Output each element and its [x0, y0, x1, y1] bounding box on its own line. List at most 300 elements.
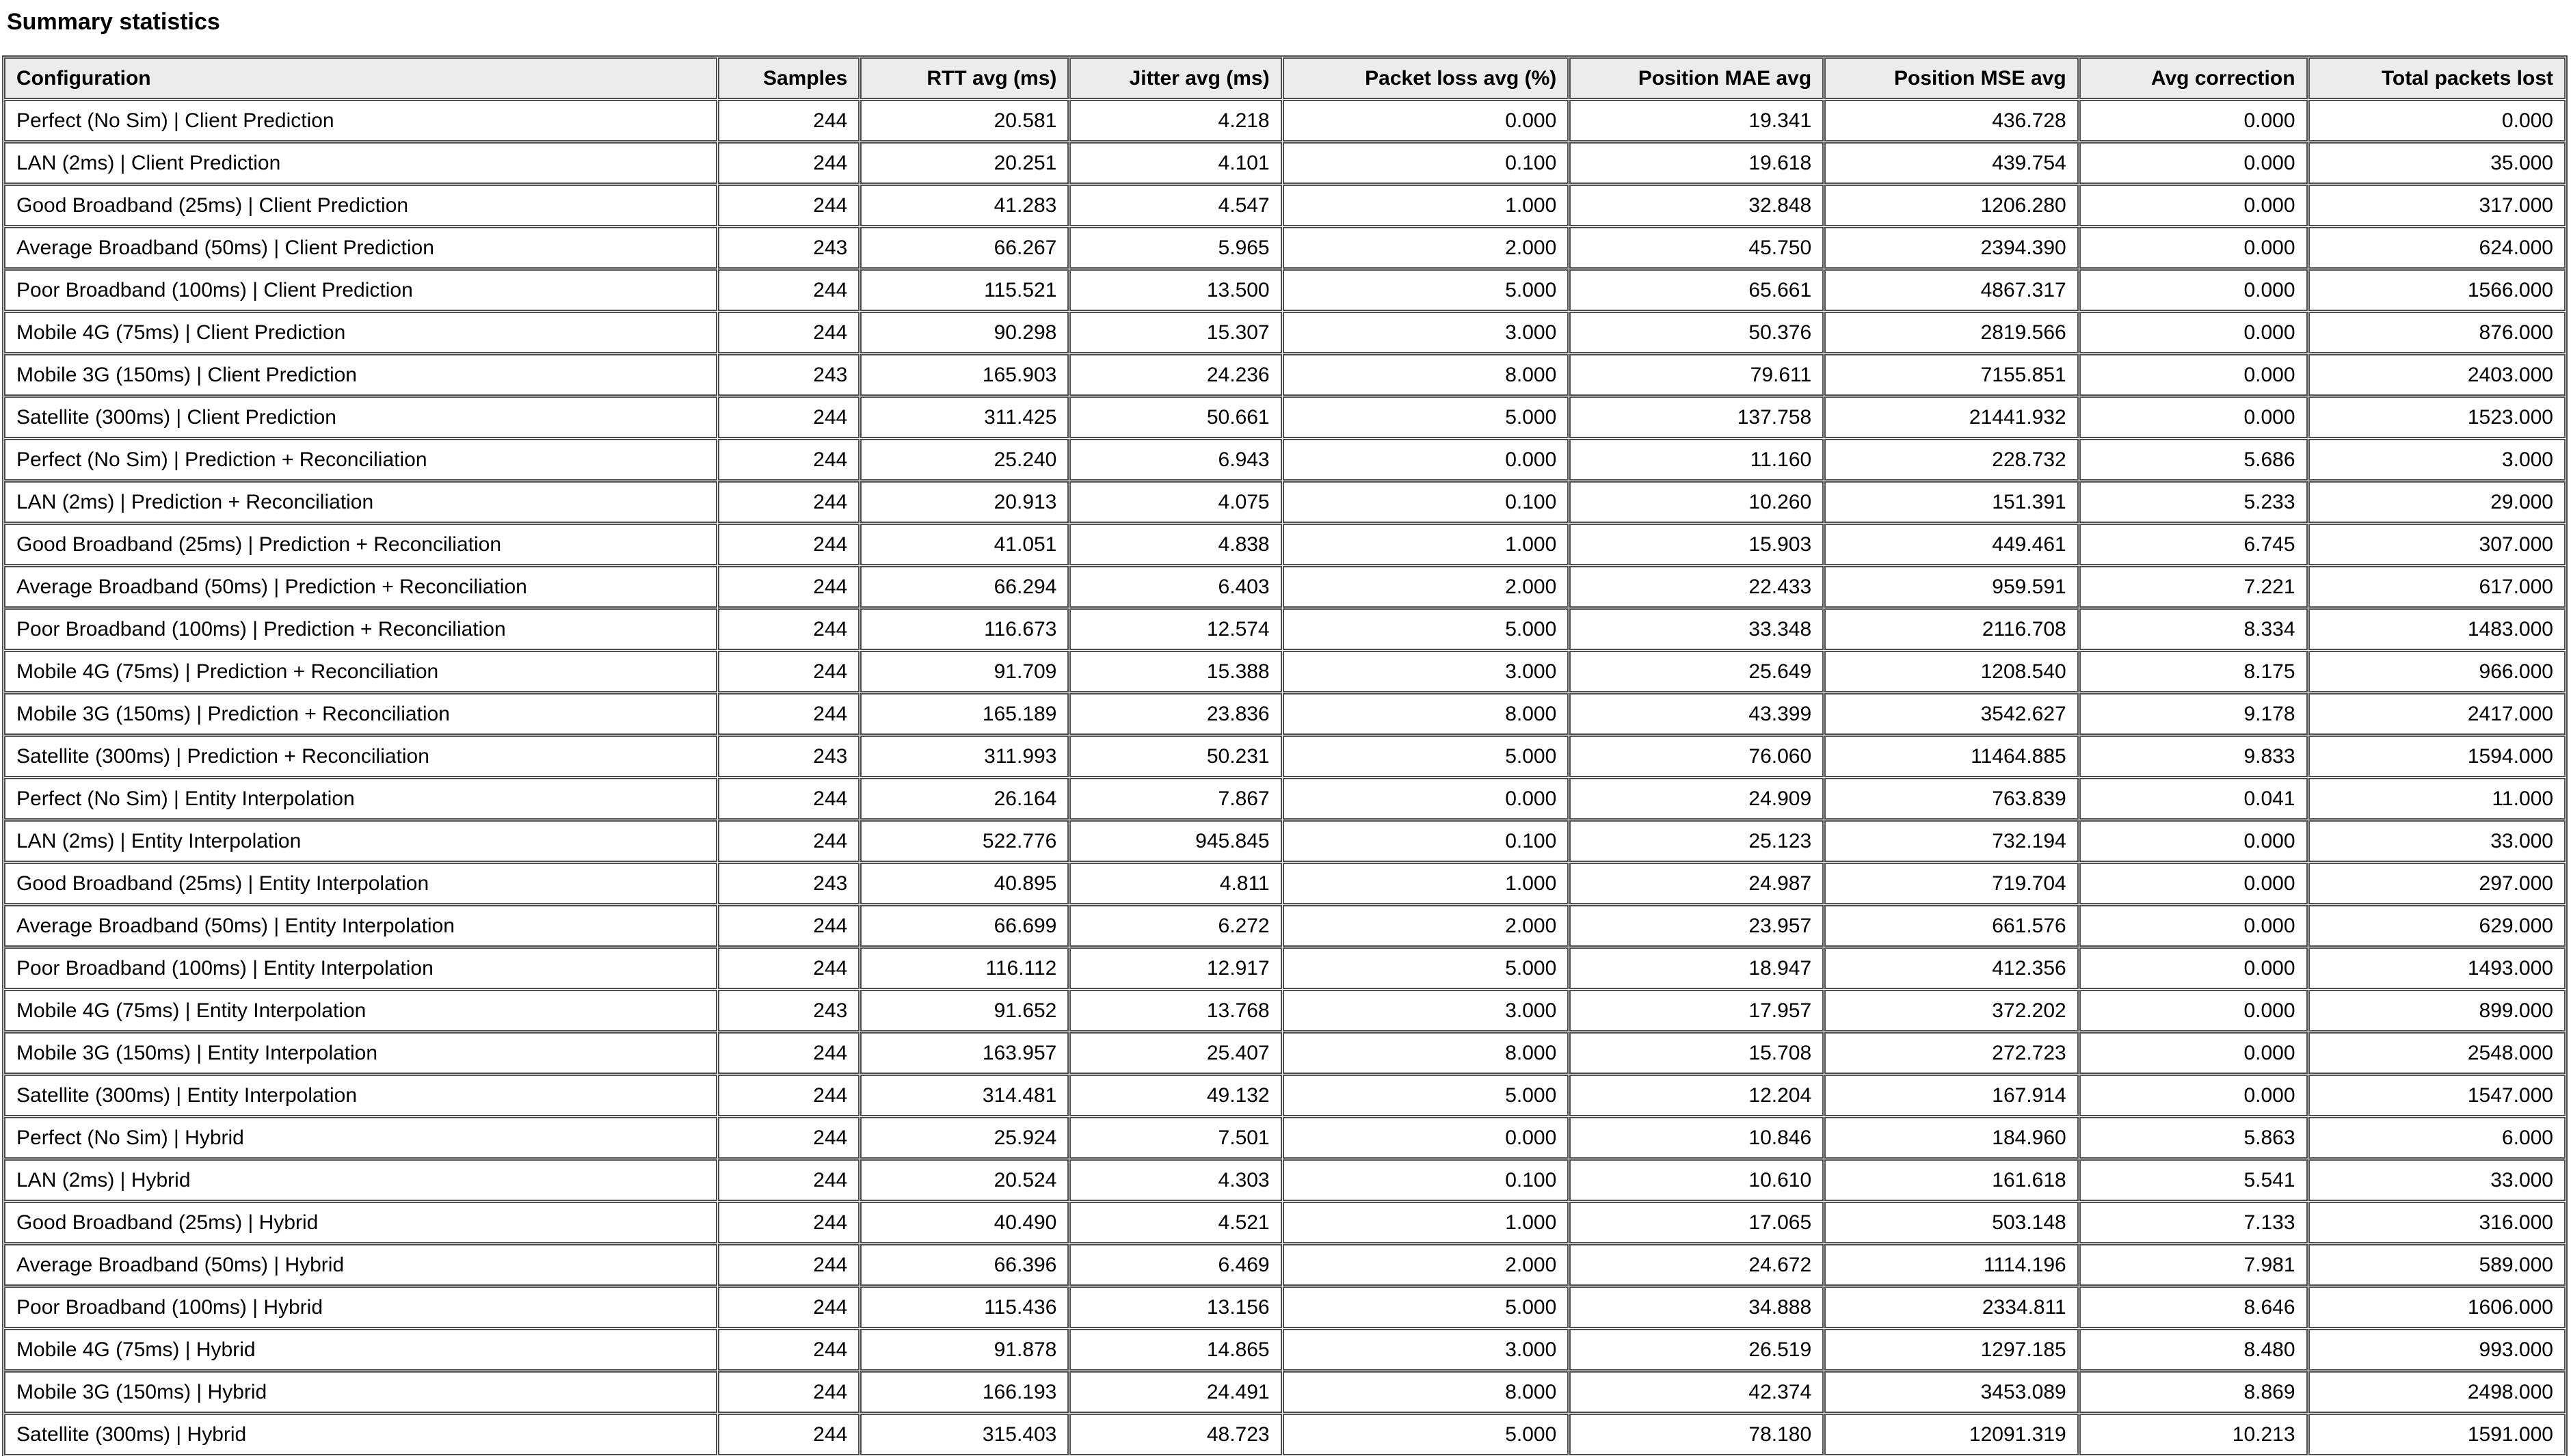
cell-total-packets-lost: 297.000 — [2308, 863, 2566, 904]
cell-samples: 244 — [718, 100, 860, 141]
cell-configuration: Mobile 4G (75ms) | Client Prediction — [4, 312, 717, 353]
table-row — [4, 439, 2566, 481]
cell-configuration: Perfect (No Sim) | Client Prediction — [4, 100, 717, 141]
cell-position-mae-avg: 137.758 — [1569, 396, 1824, 438]
cell-position-mae-avg: 45.750 — [1569, 227, 1824, 269]
cell-avg-correction: 10.213 — [2079, 1414, 2308, 1455]
cell-packet-loss-avg: 1.000 — [1283, 863, 1569, 904]
page-title: Summary statistics — [7, 9, 220, 35]
cell-configuration: Mobile 4G (75ms) | Prediction + Reconciliation — [4, 651, 717, 692]
cell-rtt-avg-ms: 90.298 — [860, 312, 1069, 353]
cell-rtt-avg-ms: 40.895 — [860, 863, 1069, 904]
cell-total-packets-lost: 1594.000 — [2308, 736, 2566, 777]
cell-samples: 244 — [718, 1117, 860, 1159]
table-row — [4, 142, 2566, 184]
cell-configuration: Poor Broadband (100ms) | Prediction + Reconciliation — [4, 608, 717, 650]
cell-configuration: LAN (2ms) | Hybrid — [4, 1159, 717, 1201]
cell-total-packets-lost: 6.000 — [2308, 1117, 2566, 1159]
cell-avg-correction: 0.000 — [2079, 100, 2308, 141]
cell-total-packets-lost: 2417.000 — [2308, 693, 2566, 735]
cell-avg-correction: 0.000 — [2079, 354, 2308, 396]
cell-samples: 244 — [718, 396, 860, 438]
cell-total-packets-lost: 1493.000 — [2308, 947, 2566, 989]
cell-position-mse-avg: 372.202 — [1824, 990, 2079, 1032]
cell-packet-loss-avg: 8.000 — [1283, 1032, 1569, 1074]
cell-rtt-avg-ms: 115.521 — [860, 269, 1069, 311]
cell-packet-loss-avg: 2.000 — [1283, 227, 1569, 269]
cell-samples: 244 — [718, 142, 860, 184]
cell-jitter-avg-ms: 15.307 — [1069, 312, 1281, 353]
cell-samples: 244 — [718, 778, 860, 820]
cell-configuration: Good Broadband (25ms) | Prediction + Reconciliation — [4, 524, 717, 565]
cell-avg-correction: 9.178 — [2079, 693, 2308, 735]
cell-rtt-avg-ms: 66.267 — [860, 227, 1069, 269]
cell-jitter-avg-ms: 4.303 — [1069, 1159, 1281, 1201]
cell-position-mae-avg: 26.519 — [1569, 1329, 1824, 1371]
table-row — [4, 947, 2566, 989]
cell-rtt-avg-ms: 116.112 — [860, 947, 1069, 989]
cell-position-mae-avg: 10.846 — [1569, 1117, 1824, 1159]
cell-jitter-avg-ms: 49.132 — [1069, 1075, 1281, 1116]
cell-configuration: Poor Broadband (100ms) | Entity Interpolation — [4, 947, 717, 989]
cell-avg-correction: 0.000 — [2079, 1075, 2308, 1116]
table-row — [4, 354, 2566, 396]
cell-position-mse-avg: 184.960 — [1824, 1117, 2079, 1159]
cell-jitter-avg-ms: 4.218 — [1069, 100, 1281, 141]
cell-samples: 244 — [718, 947, 860, 989]
table-row — [4, 693, 2566, 735]
cell-jitter-avg-ms: 4.075 — [1069, 481, 1281, 523]
cell-jitter-avg-ms: 24.236 — [1069, 354, 1281, 396]
cell-total-packets-lost: 3.000 — [2308, 439, 2566, 481]
cell-position-mae-avg: 10.260 — [1569, 481, 1824, 523]
cell-avg-correction: 0.000 — [2079, 185, 2308, 226]
cell-total-packets-lost: 11.000 — [2308, 778, 2566, 820]
cell-total-packets-lost: 899.000 — [2308, 990, 2566, 1032]
cell-samples: 244 — [718, 820, 860, 862]
cell-position-mse-avg: 11464.885 — [1824, 736, 2079, 777]
cell-jitter-avg-ms: 5.965 — [1069, 227, 1281, 269]
cell-position-mae-avg: 25.649 — [1569, 651, 1824, 692]
cell-total-packets-lost: 966.000 — [2308, 651, 2566, 692]
cell-total-packets-lost: 617.000 — [2308, 566, 2566, 608]
cell-position-mse-avg: 3453.089 — [1824, 1371, 2079, 1413]
cell-position-mse-avg: 272.723 — [1824, 1032, 2079, 1074]
cell-configuration: Mobile 4G (75ms) | Entity Interpolation — [4, 990, 717, 1032]
cell-configuration: Good Broadband (25ms) | Hybrid — [4, 1202, 717, 1243]
cell-packet-loss-avg: 5.000 — [1283, 736, 1569, 777]
cell-position-mae-avg: 25.123 — [1569, 820, 1824, 862]
cell-position-mse-avg: 2394.390 — [1824, 227, 2079, 269]
cell-position-mae-avg: 19.341 — [1569, 100, 1824, 141]
cell-jitter-avg-ms: 23.836 — [1069, 693, 1281, 735]
cell-samples: 244 — [718, 1329, 860, 1371]
cell-position-mse-avg: 661.576 — [1824, 905, 2079, 947]
cell-position-mae-avg: 23.957 — [1569, 905, 1824, 947]
cell-total-packets-lost: 993.000 — [2308, 1329, 2566, 1371]
cell-samples: 244 — [718, 693, 860, 735]
cell-rtt-avg-ms: 20.524 — [860, 1159, 1069, 1201]
cell-position-mae-avg: 12.204 — [1569, 1075, 1824, 1116]
cell-packet-loss-avg: 5.000 — [1283, 269, 1569, 311]
table-row — [4, 100, 2566, 141]
cell-packet-loss-avg: 5.000 — [1283, 396, 1569, 438]
cell-rtt-avg-ms: 40.490 — [860, 1202, 1069, 1243]
cell-total-packets-lost: 2403.000 — [2308, 354, 2566, 396]
cell-position-mse-avg: 4867.317 — [1824, 269, 2079, 311]
table-row — [4, 1117, 2566, 1159]
cell-rtt-avg-ms: 165.189 — [860, 693, 1069, 735]
table-row — [4, 1286, 2566, 1328]
cell-avg-correction: 0.000 — [2079, 396, 2308, 438]
cell-packet-loss-avg: 8.000 — [1283, 693, 1569, 735]
cell-rtt-avg-ms: 163.957 — [860, 1032, 1069, 1074]
cell-rtt-avg-ms: 20.913 — [860, 481, 1069, 523]
cell-packet-loss-avg: 5.000 — [1283, 1414, 1569, 1455]
cell-configuration: Perfect (No Sim) | Prediction + Reconciliation — [4, 439, 717, 481]
cell-jitter-avg-ms: 6.943 — [1069, 439, 1281, 481]
cell-position-mae-avg: 50.376 — [1569, 312, 1824, 353]
cell-avg-correction: 8.646 — [2079, 1286, 2308, 1328]
cell-position-mae-avg: 10.610 — [1569, 1159, 1824, 1201]
cell-jitter-avg-ms: 6.272 — [1069, 905, 1281, 947]
cell-samples: 244 — [718, 481, 860, 523]
cell-packet-loss-avg: 0.100 — [1283, 820, 1569, 862]
cell-total-packets-lost: 876.000 — [2308, 312, 2566, 353]
cell-avg-correction: 0.000 — [2079, 269, 2308, 311]
cell-configuration: LAN (2ms) | Prediction + Reconciliation — [4, 481, 717, 523]
table-row — [4, 863, 2566, 904]
cell-position-mse-avg: 21441.932 — [1824, 396, 2079, 438]
cell-position-mse-avg: 151.391 — [1824, 481, 2079, 523]
cell-rtt-avg-ms: 166.193 — [860, 1371, 1069, 1413]
table-row — [4, 566, 2566, 608]
header-jitter-avg-ms: Jitter avg (ms) — [1069, 57, 1281, 99]
header-samples: Samples — [718, 57, 860, 99]
cell-configuration: Mobile 3G (150ms) | Hybrid — [4, 1371, 717, 1413]
cell-samples: 244 — [718, 1414, 860, 1455]
cell-position-mae-avg: 22.433 — [1569, 566, 1824, 608]
cell-position-mse-avg: 959.591 — [1824, 566, 2079, 608]
cell-rtt-avg-ms: 315.403 — [860, 1414, 1069, 1455]
header-position-mse-avg: Position MSE avg — [1824, 57, 2079, 99]
table-row — [4, 608, 2566, 650]
cell-packet-loss-avg: 1.000 — [1283, 1202, 1569, 1243]
cell-jitter-avg-ms: 12.574 — [1069, 608, 1281, 650]
cell-total-packets-lost: 33.000 — [2308, 1159, 2566, 1201]
cell-position-mse-avg: 763.839 — [1824, 778, 2079, 820]
cell-jitter-avg-ms: 7.501 — [1069, 1117, 1281, 1159]
table-row — [4, 1159, 2566, 1201]
header-position-mae-avg: Position MAE avg — [1569, 57, 1824, 99]
table-row — [4, 524, 2566, 565]
cell-position-mse-avg: 732.194 — [1824, 820, 2079, 862]
cell-samples: 243 — [718, 990, 860, 1032]
table-row — [4, 227, 2566, 269]
cell-rtt-avg-ms: 115.436 — [860, 1286, 1069, 1328]
cell-position-mse-avg: 167.914 — [1824, 1075, 2079, 1116]
cell-rtt-avg-ms: 522.776 — [860, 820, 1069, 862]
cell-total-packets-lost: 589.000 — [2308, 1244, 2566, 1286]
cell-position-mae-avg: 42.374 — [1569, 1371, 1824, 1413]
cell-packet-loss-avg: 5.000 — [1283, 608, 1569, 650]
cell-samples: 244 — [718, 1202, 860, 1243]
cell-configuration: Satellite (300ms) | Entity Interpolation — [4, 1075, 717, 1116]
cell-samples: 244 — [718, 608, 860, 650]
cell-configuration: Mobile 3G (150ms) | Entity Interpolation — [4, 1032, 717, 1074]
cell-position-mae-avg: 15.708 — [1569, 1032, 1824, 1074]
cell-configuration: Mobile 3G (150ms) | Prediction + Reconciliation — [4, 693, 717, 735]
cell-configuration: Average Broadband (50ms) | Client Prediction — [4, 227, 717, 269]
cell-rtt-avg-ms: 311.425 — [860, 396, 1069, 438]
cell-total-packets-lost: 624.000 — [2308, 227, 2566, 269]
cell-packet-loss-avg: 0.100 — [1283, 1159, 1569, 1201]
cell-avg-correction: 8.869 — [2079, 1371, 2308, 1413]
cell-packet-loss-avg: 3.000 — [1283, 312, 1569, 353]
cell-total-packets-lost: 1547.000 — [2308, 1075, 2566, 1116]
cell-position-mse-avg: 3542.627 — [1824, 693, 2079, 735]
cell-configuration: Satellite (300ms) | Client Prediction — [4, 396, 717, 438]
header-packet-loss-avg: Packet loss avg (%) — [1283, 57, 1569, 99]
cell-samples: 244 — [718, 269, 860, 311]
cell-position-mse-avg: 1297.185 — [1824, 1329, 2079, 1371]
cell-rtt-avg-ms: 25.240 — [860, 439, 1069, 481]
cell-avg-correction: 0.000 — [2079, 905, 2308, 947]
cell-avg-correction: 0.000 — [2079, 312, 2308, 353]
cell-packet-loss-avg: 3.000 — [1283, 651, 1569, 692]
cell-position-mse-avg: 412.356 — [1824, 947, 2079, 989]
cell-rtt-avg-ms: 66.699 — [860, 905, 1069, 947]
cell-samples: 244 — [718, 651, 860, 692]
cell-configuration: Perfect (No Sim) | Entity Interpolation — [4, 778, 717, 820]
cell-packet-loss-avg: 5.000 — [1283, 1075, 1569, 1116]
cell-jitter-avg-ms: 4.101 — [1069, 142, 1281, 184]
cell-rtt-avg-ms: 66.396 — [860, 1244, 1069, 1286]
cell-position-mse-avg: 436.728 — [1824, 100, 2079, 141]
table-row — [4, 1075, 2566, 1116]
cell-avg-correction: 0.041 — [2079, 778, 2308, 820]
cell-packet-loss-avg: 0.000 — [1283, 100, 1569, 141]
cell-samples: 244 — [718, 1159, 860, 1201]
cell-packet-loss-avg: 5.000 — [1283, 947, 1569, 989]
cell-jitter-avg-ms: 945.845 — [1069, 820, 1281, 862]
cell-configuration: Poor Broadband (100ms) | Hybrid — [4, 1286, 717, 1328]
cell-position-mse-avg: 7155.851 — [1824, 354, 2079, 396]
cell-position-mse-avg: 2819.566 — [1824, 312, 2079, 353]
table-row — [4, 736, 2566, 777]
cell-position-mae-avg: 19.618 — [1569, 142, 1824, 184]
cell-packet-loss-avg: 0.100 — [1283, 142, 1569, 184]
cell-position-mae-avg: 11.160 — [1569, 439, 1824, 481]
cell-position-mae-avg: 15.903 — [1569, 524, 1824, 565]
cell-position-mae-avg: 65.661 — [1569, 269, 1824, 311]
cell-jitter-avg-ms: 12.917 — [1069, 947, 1281, 989]
cell-position-mae-avg: 32.848 — [1569, 185, 1824, 226]
cell-total-packets-lost: 1606.000 — [2308, 1286, 2566, 1328]
cell-rtt-avg-ms: 91.709 — [860, 651, 1069, 692]
table-body — [4, 100, 2566, 1455]
cell-avg-correction: 0.000 — [2079, 947, 2308, 989]
cell-position-mse-avg: 2116.708 — [1824, 608, 2079, 650]
cell-jitter-avg-ms: 4.838 — [1069, 524, 1281, 565]
cell-position-mae-avg: 79.611 — [1569, 354, 1824, 396]
cell-samples: 244 — [718, 566, 860, 608]
cell-rtt-avg-ms: 165.903 — [860, 354, 1069, 396]
cell-jitter-avg-ms: 50.231 — [1069, 736, 1281, 777]
cell-position-mse-avg: 161.618 — [1824, 1159, 2079, 1201]
cell-samples: 244 — [718, 185, 860, 226]
cell-position-mae-avg: 24.909 — [1569, 778, 1824, 820]
cell-jitter-avg-ms: 13.768 — [1069, 990, 1281, 1032]
cell-packet-loss-avg: 8.000 — [1283, 1371, 1569, 1413]
cell-rtt-avg-ms: 41.283 — [860, 185, 1069, 226]
cell-position-mae-avg: 43.399 — [1569, 693, 1824, 735]
cell-samples: 244 — [718, 1032, 860, 1074]
cell-position-mse-avg: 439.754 — [1824, 142, 2079, 184]
cell-packet-loss-avg: 1.000 — [1283, 524, 1569, 565]
cell-position-mse-avg: 503.148 — [1824, 1202, 2079, 1243]
cell-rtt-avg-ms: 314.481 — [860, 1075, 1069, 1116]
cell-jitter-avg-ms: 4.811 — [1069, 863, 1281, 904]
cell-samples: 244 — [718, 524, 860, 565]
cell-total-packets-lost: 629.000 — [2308, 905, 2566, 947]
cell-avg-correction: 5.233 — [2079, 481, 2308, 523]
table-row — [4, 396, 2566, 438]
cell-packet-loss-avg: 3.000 — [1283, 1329, 1569, 1371]
cell-rtt-avg-ms: 25.924 — [860, 1117, 1069, 1159]
cell-total-packets-lost: 317.000 — [2308, 185, 2566, 226]
cell-configuration: Good Broadband (25ms) | Entity Interpolation — [4, 863, 717, 904]
cell-position-mse-avg: 2334.811 — [1824, 1286, 2079, 1328]
cell-jitter-avg-ms: 4.521 — [1069, 1202, 1281, 1243]
table-row — [4, 1244, 2566, 1286]
table-row — [4, 312, 2566, 353]
cell-packet-loss-avg: 0.000 — [1283, 1117, 1569, 1159]
cell-position-mae-avg: 78.180 — [1569, 1414, 1824, 1455]
cell-rtt-avg-ms: 66.294 — [860, 566, 1069, 608]
cell-avg-correction: 9.833 — [2079, 736, 2308, 777]
table-row — [4, 1202, 2566, 1243]
cell-position-mae-avg: 18.947 — [1569, 947, 1824, 989]
cell-position-mae-avg: 33.348 — [1569, 608, 1824, 650]
cell-configuration: Poor Broadband (100ms) | Client Prediction — [4, 269, 717, 311]
header-total-packets-lost: Total packets lost — [2308, 57, 2566, 99]
cell-total-packets-lost: 35.000 — [2308, 142, 2566, 184]
cell-jitter-avg-ms: 7.867 — [1069, 778, 1281, 820]
table-row — [4, 481, 2566, 523]
cell-samples: 244 — [718, 439, 860, 481]
cell-configuration: Good Broadband (25ms) | Client Prediction — [4, 185, 717, 226]
cell-configuration: LAN (2ms) | Entity Interpolation — [4, 820, 717, 862]
cell-samples: 243 — [718, 227, 860, 269]
header-avg-correction: Avg correction — [2079, 57, 2308, 99]
table-row — [4, 269, 2566, 311]
cell-total-packets-lost: 1483.000 — [2308, 608, 2566, 650]
cell-avg-correction: 5.686 — [2079, 439, 2308, 481]
cell-total-packets-lost: 1591.000 — [2308, 1414, 2566, 1455]
cell-jitter-avg-ms: 24.491 — [1069, 1371, 1281, 1413]
cell-jitter-avg-ms: 13.156 — [1069, 1286, 1281, 1328]
cell-samples: 244 — [718, 1244, 860, 1286]
cell-jitter-avg-ms: 48.723 — [1069, 1414, 1281, 1455]
cell-packet-loss-avg: 0.000 — [1283, 439, 1569, 481]
cell-packet-loss-avg: 2.000 — [1283, 1244, 1569, 1286]
cell-rtt-avg-ms: 26.164 — [860, 778, 1069, 820]
cell-position-mse-avg: 1114.196 — [1824, 1244, 2079, 1286]
cell-configuration: Mobile 4G (75ms) | Hybrid — [4, 1329, 717, 1371]
cell-packet-loss-avg: 0.000 — [1283, 778, 1569, 820]
cell-jitter-avg-ms: 4.547 — [1069, 185, 1281, 226]
cell-rtt-avg-ms: 41.051 — [860, 524, 1069, 565]
cell-packet-loss-avg: 5.000 — [1283, 1286, 1569, 1328]
cell-position-mae-avg: 17.065 — [1569, 1202, 1824, 1243]
cell-avg-correction: 0.000 — [2079, 142, 2308, 184]
cell-position-mae-avg: 34.888 — [1569, 1286, 1824, 1328]
cell-avg-correction: 0.000 — [2079, 1032, 2308, 1074]
table-row — [4, 778, 2566, 820]
cell-rtt-avg-ms: 20.251 — [860, 142, 1069, 184]
header-rtt-avg-ms: RTT avg (ms) — [860, 57, 1069, 99]
cell-avg-correction: 5.541 — [2079, 1159, 2308, 1201]
cell-samples: 243 — [718, 863, 860, 904]
table-row — [4, 1414, 2566, 1455]
table-row — [4, 1371, 2566, 1413]
table-row — [4, 905, 2566, 947]
cell-avg-correction: 7.221 — [2079, 566, 2308, 608]
cell-configuration: Satellite (300ms) | Hybrid — [4, 1414, 717, 1455]
table-row — [4, 1329, 2566, 1371]
cell-position-mae-avg: 24.672 — [1569, 1244, 1824, 1286]
cell-samples: 244 — [718, 1075, 860, 1116]
cell-jitter-avg-ms: 15.388 — [1069, 651, 1281, 692]
cell-total-packets-lost: 33.000 — [2308, 820, 2566, 862]
cell-packet-loss-avg: 1.000 — [1283, 185, 1569, 226]
cell-configuration: Mobile 3G (150ms) | Client Prediction — [4, 354, 717, 396]
cell-samples: 243 — [718, 736, 860, 777]
cell-packet-loss-avg: 8.000 — [1283, 354, 1569, 396]
cell-total-packets-lost: 29.000 — [2308, 481, 2566, 523]
cell-avg-correction: 7.133 — [2079, 1202, 2308, 1243]
cell-avg-correction: 0.000 — [2079, 990, 2308, 1032]
cell-packet-loss-avg: 2.000 — [1283, 566, 1569, 608]
cell-rtt-avg-ms: 91.878 — [860, 1329, 1069, 1371]
cell-avg-correction: 7.981 — [2079, 1244, 2308, 1286]
cell-packet-loss-avg: 2.000 — [1283, 905, 1569, 947]
cell-total-packets-lost: 1523.000 — [2308, 396, 2566, 438]
cell-rtt-avg-ms: 311.993 — [860, 736, 1069, 777]
cell-samples: 244 — [718, 1286, 860, 1328]
cell-avg-correction: 8.334 — [2079, 608, 2308, 650]
cell-total-packets-lost: 2548.000 — [2308, 1032, 2566, 1074]
cell-avg-correction: 0.000 — [2079, 227, 2308, 269]
cell-jitter-avg-ms: 25.407 — [1069, 1032, 1281, 1074]
cell-configuration: Average Broadband (50ms) | Hybrid — [4, 1244, 717, 1286]
table-row — [4, 185, 2566, 226]
cell-configuration: LAN (2ms) | Client Prediction — [4, 142, 717, 184]
cell-configuration: Average Broadband (50ms) | Entity Interpolation — [4, 905, 717, 947]
cell-position-mse-avg: 719.704 — [1824, 863, 2079, 904]
cell-configuration: Average Broadband (50ms) | Prediction + Reconciliation — [4, 566, 717, 608]
cell-samples: 244 — [718, 312, 860, 353]
cell-samples: 244 — [718, 1371, 860, 1413]
cell-position-mse-avg: 228.732 — [1824, 439, 2079, 481]
table-header-row — [4, 57, 2566, 99]
table-row — [4, 820, 2566, 862]
cell-position-mae-avg: 24.987 — [1569, 863, 1824, 904]
cell-position-mse-avg: 12091.319 — [1824, 1414, 2079, 1455]
cell-rtt-avg-ms: 116.673 — [860, 608, 1069, 650]
cell-avg-correction: 0.000 — [2079, 820, 2308, 862]
